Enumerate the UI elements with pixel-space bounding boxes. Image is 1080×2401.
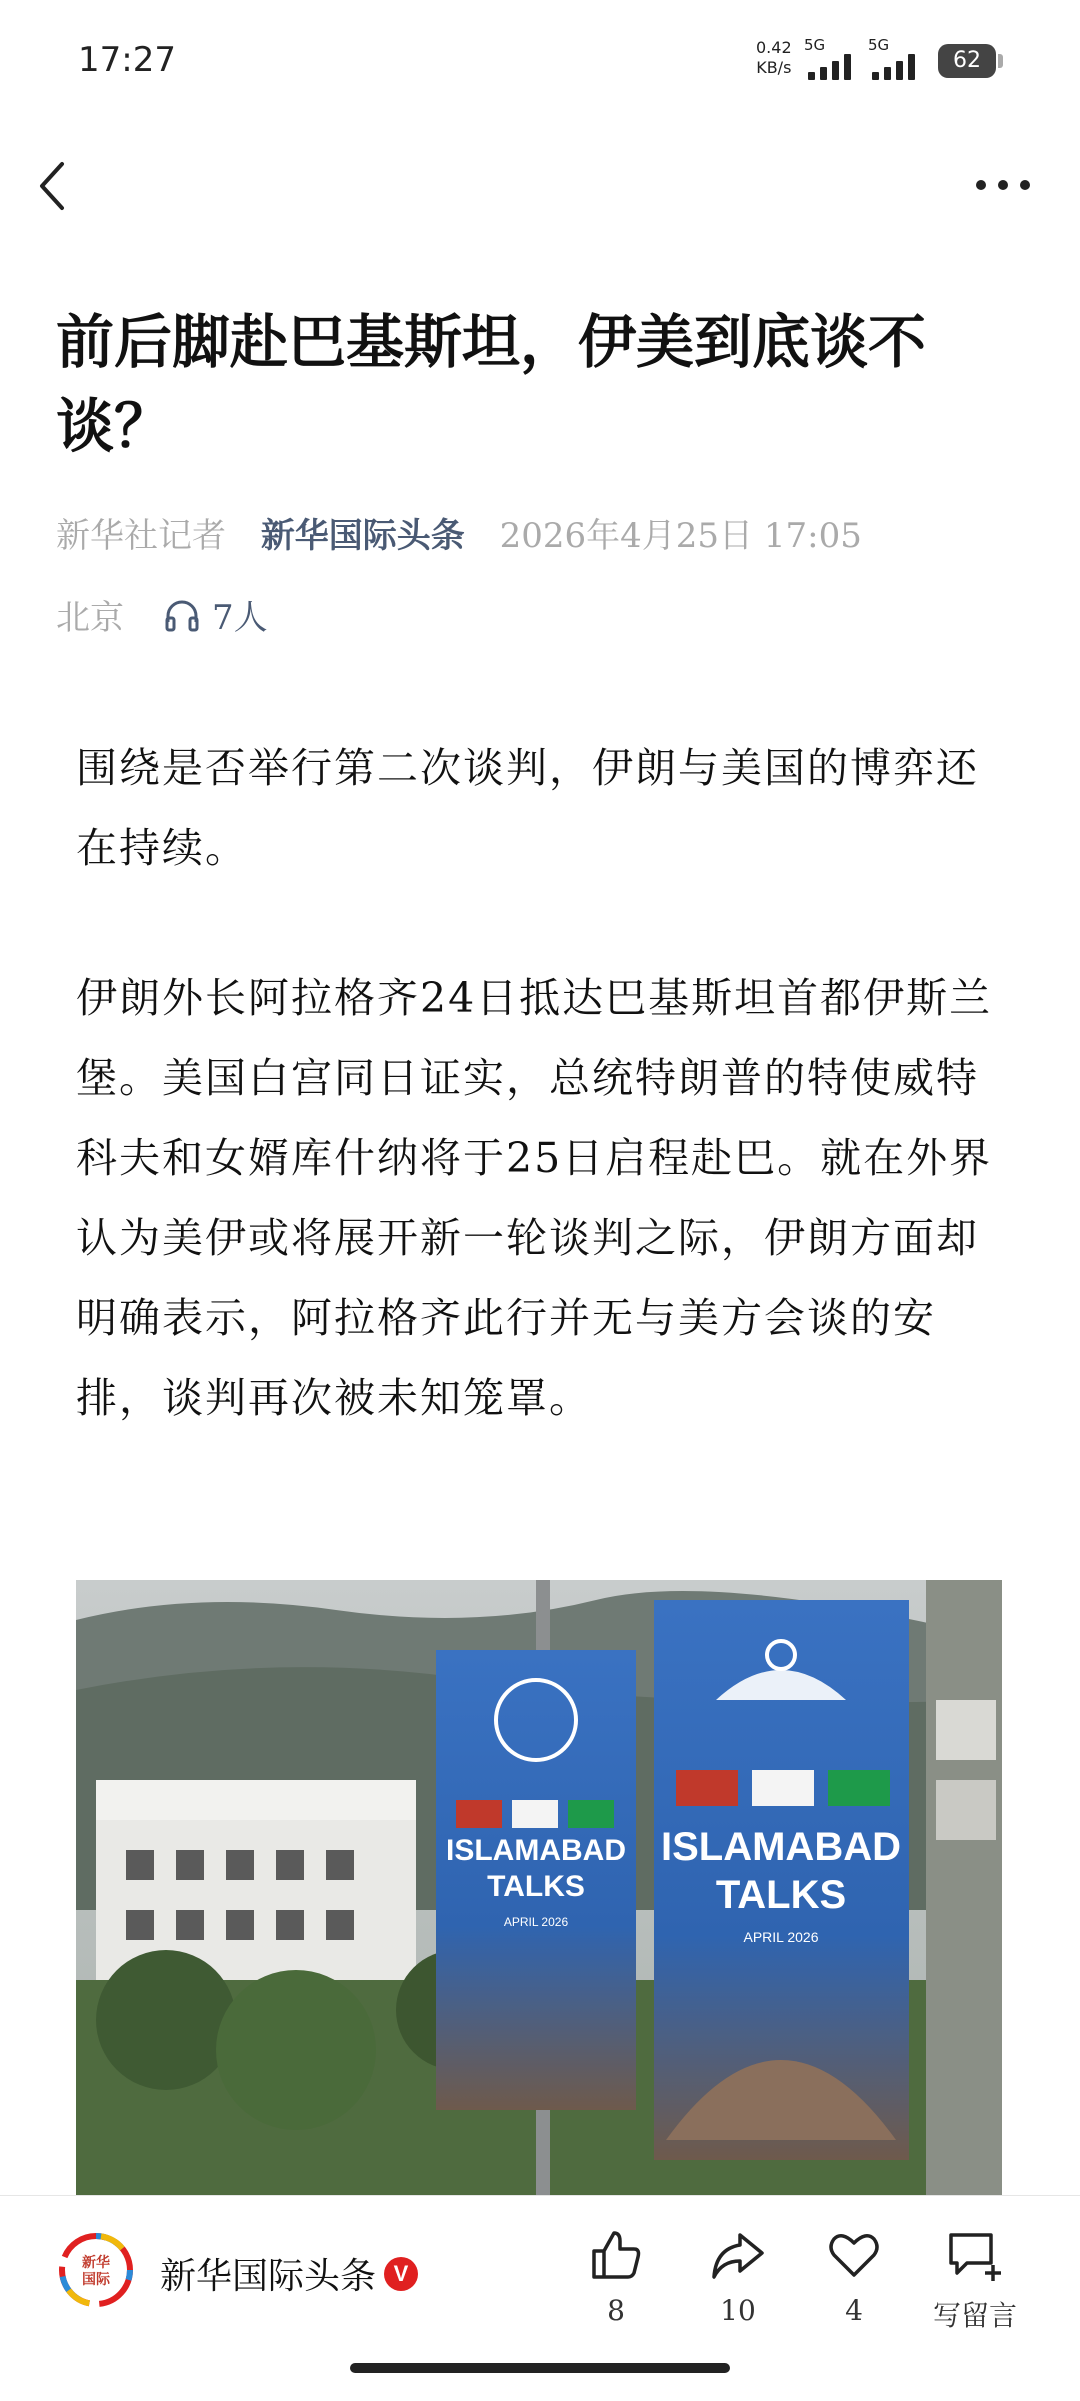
more-button[interactable] — [976, 176, 1030, 194]
photo-illustration — [76, 1580, 1002, 2195]
favorite-count: 4 — [845, 2294, 863, 2327]
comment-label: 写留言 — [932, 2299, 1017, 2332]
banner-date: APRIL 2026 — [743, 1929, 819, 1945]
source-link[interactable]: 新华国际头条 — [260, 516, 465, 556]
svg-text:国际: 国际 — [82, 2272, 110, 2288]
byline: 新华社记者 — [56, 516, 226, 556]
verified-badge: V — [384, 2257, 418, 2291]
comment-add-icon — [945, 2227, 1005, 2283]
account-avatar[interactable] — [58, 2232, 134, 2308]
banner-text-1: ISLAMABAD — [661, 1825, 901, 1869]
like-count: 8 — [607, 2294, 625, 2327]
banner-date: APRIL 2026 — [503, 1915, 569, 1929]
share-icon — [710, 2227, 766, 2283]
svg-text:新华: 新华 — [82, 2255, 110, 2271]
banner-text-1: ISLAMABAD — [446, 1834, 626, 1867]
network-speed: 0.42 KB/s — [756, 38, 792, 77]
article-paragraph: 围绕是否举行第二次谈判，伊朗与美国的博弈还在持续。 — [76, 744, 979, 872]
article-paragraph: 伊朗外长阿拉格齐24日抵达巴基斯坦首都伊斯兰堡。美国白宫同日证实，总统特朗普的特使威特科夫和女婿库什纳将于25日启程赴巴。就在外界认为美伊或将展开新一轮谈判之际，伊朗方面却明确表示，阿拉格齐此行并无与美方会谈的安排，谈判再次被未知笼罩。 — [76, 974, 993, 1422]
account-name[interactable]: 新华国际头条 V — [160, 2248, 418, 2299]
publish-date: 2026年4月25日 17:05 — [499, 516, 862, 556]
favorite-button[interactable] — [804, 2220, 904, 2327]
battery-tip — [998, 54, 1003, 68]
headphones-icon — [164, 598, 200, 632]
status-bar: 17:27 0.42 KB/s 5G 5G 62 — [0, 0, 1080, 120]
home-indicator[interactable] — [350, 2363, 730, 2373]
banner-text-2: TALKS — [715, 1873, 847, 1917]
article-title: 前后脚赴巴基斯坦，伊美到底谈不谈？ — [56, 308, 927, 460]
heart-icon — [826, 2227, 882, 2283]
listener-count: 7人 — [212, 598, 268, 638]
back-button[interactable] — [34, 160, 74, 212]
article-meta-2 — [56, 590, 268, 639]
location: 北京 — [56, 598, 124, 638]
listen-button[interactable] — [164, 590, 268, 639]
comment-button[interactable] — [920, 2220, 1030, 2334]
share-count: 10 — [720, 2294, 756, 2327]
banner-text-2: TALKS — [487, 1870, 585, 1903]
battery-icon: 62 — [938, 44, 996, 78]
status-time: 17:27 — [78, 40, 176, 80]
like-button[interactable] — [566, 2220, 666, 2327]
article-meta — [56, 508, 862, 557]
chevron-left-icon — [34, 160, 74, 212]
more-dots-icon — [976, 180, 986, 190]
article-photo[interactable] — [76, 1580, 1002, 2195]
thumbs-up-icon — [588, 2227, 644, 2283]
share-button[interactable] — [688, 2220, 788, 2327]
xinhua-logo-icon — [58, 2232, 134, 2308]
